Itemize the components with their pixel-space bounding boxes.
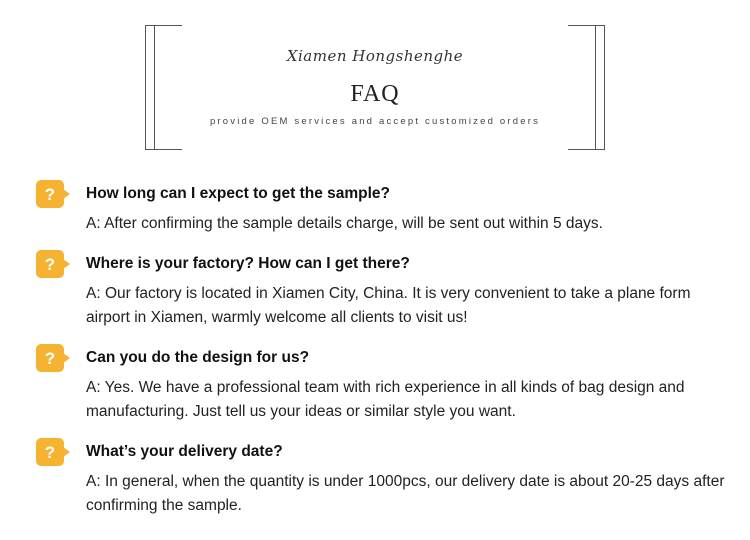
brand-name: Xiamen Hongshenghe	[286, 47, 464, 65]
question-mark-icon	[36, 250, 74, 278]
faq-question: Where is your factory? How can I get there?	[86, 255, 410, 272]
question-mark-icon	[36, 438, 74, 466]
faq-question: Can you do the design for us?	[86, 349, 310, 366]
svg-text:?: ?	[44, 443, 56, 462]
faq-answer: A: In general, when the quantity is under 1000pcs, our delivery date is about 20-25 days after confirming the sample.	[86, 473, 725, 514]
faq-question: How long can I expect to get the sample?	[86, 185, 391, 202]
svg-text:?: ?	[44, 185, 56, 204]
question-mark-icon	[36, 344, 74, 372]
faq-answer: A: Yes. We have a professional team with rich experience in all kinds of bag design and manufacturing. Just tell us your ideas or similar style you want.	[86, 379, 685, 420]
svg-text:?: ?	[44, 255, 56, 274]
faq-question: What’s your delivery date?	[86, 443, 283, 460]
faq-answer: A: After confirming the sample details charge, will be sent out within 5 days.	[86, 215, 603, 232]
header-frame	[145, 25, 605, 150]
page-title: FAQ	[350, 81, 400, 107]
faq-answer: A: Our factory is located in Xiamen City, China. It is very convenient to take a plane form airport in Xiamen, warmly welcome all clients to visit us!	[86, 285, 691, 326]
question-mark-icon	[36, 180, 74, 208]
tagline: provide OEM services and accept customized orders	[209, 116, 541, 127]
svg-text:?: ?	[44, 349, 56, 368]
